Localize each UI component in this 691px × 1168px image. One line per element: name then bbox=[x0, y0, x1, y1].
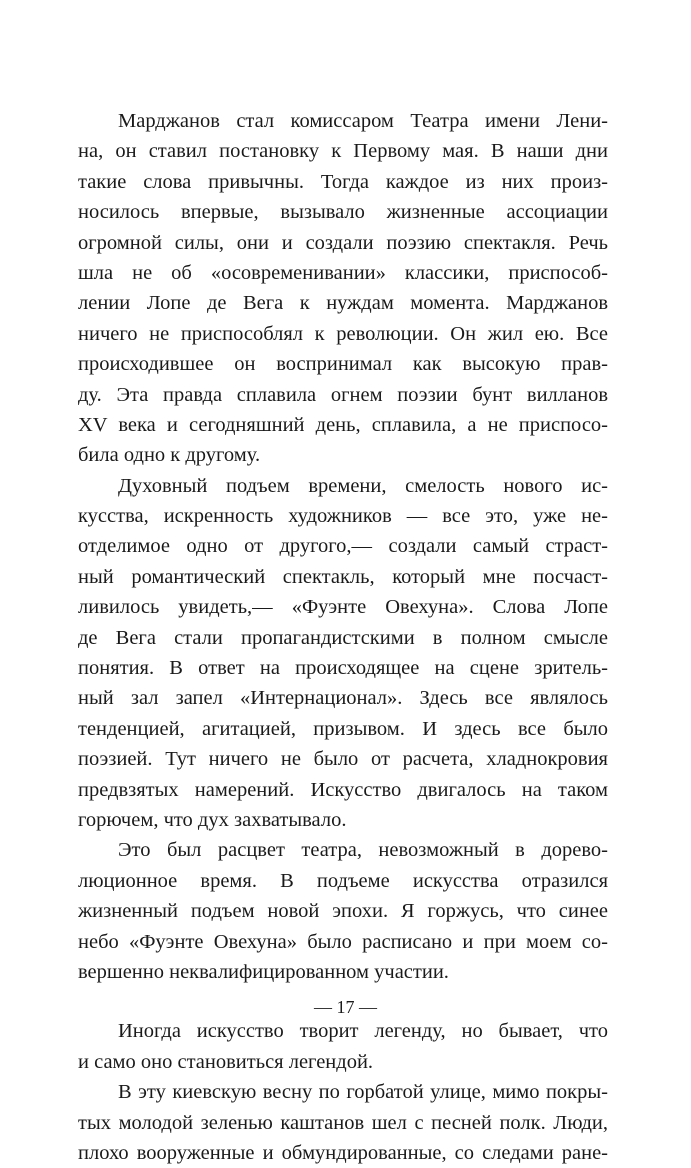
text-line: Марджанов стал комиссаром Театра имени Лени- bbox=[118, 110, 608, 132]
text-line: Это был расцвет театра, невозможный в дорево- bbox=[118, 839, 608, 862]
text-line: лении Лопе де Вега к нуждам момента. Марджанов bbox=[78, 292, 608, 315]
text-line: понятия. В ответ на происходящее на сцене зритель- bbox=[78, 657, 608, 680]
paragraph-3 bbox=[78, 835, 608, 987]
text-line: вершенно неквалифицированном участии. bbox=[78, 960, 449, 983]
text-line: ный романтический спектакль, который мне посчаст- bbox=[78, 565, 608, 588]
text-line: плохо вооруженные и обмундированные, со следами ране- bbox=[78, 1141, 608, 1164]
text-line: жизненный подъем новой эпохи. Я горжусь, что синее bbox=[78, 900, 608, 923]
text-line: отделимое одно от другого,— создали самый страст- bbox=[78, 535, 608, 558]
text-line: предвзятых намерений. Искусство двигалось на таком bbox=[78, 778, 608, 801]
text-line: тых молодой зеленью каштанов шел с песней полк. Люди, bbox=[78, 1111, 608, 1134]
text-line: де Вега стали пропагандистскими в полном смысле bbox=[78, 626, 608, 649]
text-line: носилось впервые, вызывало жизненные ассоциации bbox=[78, 201, 608, 224]
text-line: Иногда искусство творит легенду, но бывает, что bbox=[118, 1020, 608, 1043]
text-line: горючем, что дух захватывало. bbox=[78, 808, 347, 831]
text-line: тенденцией, агитацией, призывом. И здесь все было bbox=[78, 717, 608, 740]
paragraph-1 bbox=[78, 106, 608, 471]
text-line: и само оно становиться легендой. bbox=[78, 1050, 374, 1073]
text-line: люционное время. В подъеме искусства отразился bbox=[78, 869, 608, 892]
text-line: кусства, искренность художников — все это, уже не- bbox=[78, 505, 608, 528]
text-line: XV века и сегодняшний день, сплавила, а не приспосо- bbox=[78, 413, 608, 436]
paragraph-4 bbox=[78, 1016, 608, 1077]
text-line: ничего не приспособлял к революции. Он жил ею. Все bbox=[78, 322, 608, 345]
text-line: ду. Эта правда сплавила огнем поэзии бунт вилланов bbox=[78, 383, 608, 406]
text-line: поэзией. Тут ничего не было от расчета, хладнокровия bbox=[78, 748, 608, 771]
text-line: на, он ставил постановку к Первому мая. В наши дни bbox=[78, 140, 608, 163]
text-line: била одно к другому. bbox=[78, 444, 261, 467]
text-line: ный зал запел «Интернационал». Здесь все являлось bbox=[78, 687, 608, 710]
text-line: ливилось увидеть,— «Фуэнте Овехуна». Слова Лопе bbox=[78, 596, 608, 619]
text-line: Духовный подъем времени, смелость нового ис- bbox=[118, 474, 608, 497]
text-line: шла не об «осовременивании» классики, приспособ- bbox=[78, 261, 608, 284]
page-number: — 17 — bbox=[314, 997, 377, 1017]
text-line: В эту киевскую весну по горбатой улице, мимо покры- bbox=[118, 1081, 608, 1104]
text-line: огромной силы, они и создали поэзию спектакля. Речь bbox=[78, 231, 608, 254]
text-line: такие слова привычны. Тогда каждое из них произ- bbox=[78, 170, 608, 193]
paragraph-2 bbox=[78, 471, 608, 836]
paragraph-5 bbox=[78, 1077, 608, 1168]
text-line: происходившее он воспринимал как высокую прав- bbox=[78, 353, 608, 376]
text-line: небо «Фуэнте Овехуна» было расписано и при моем со- bbox=[78, 930, 608, 953]
